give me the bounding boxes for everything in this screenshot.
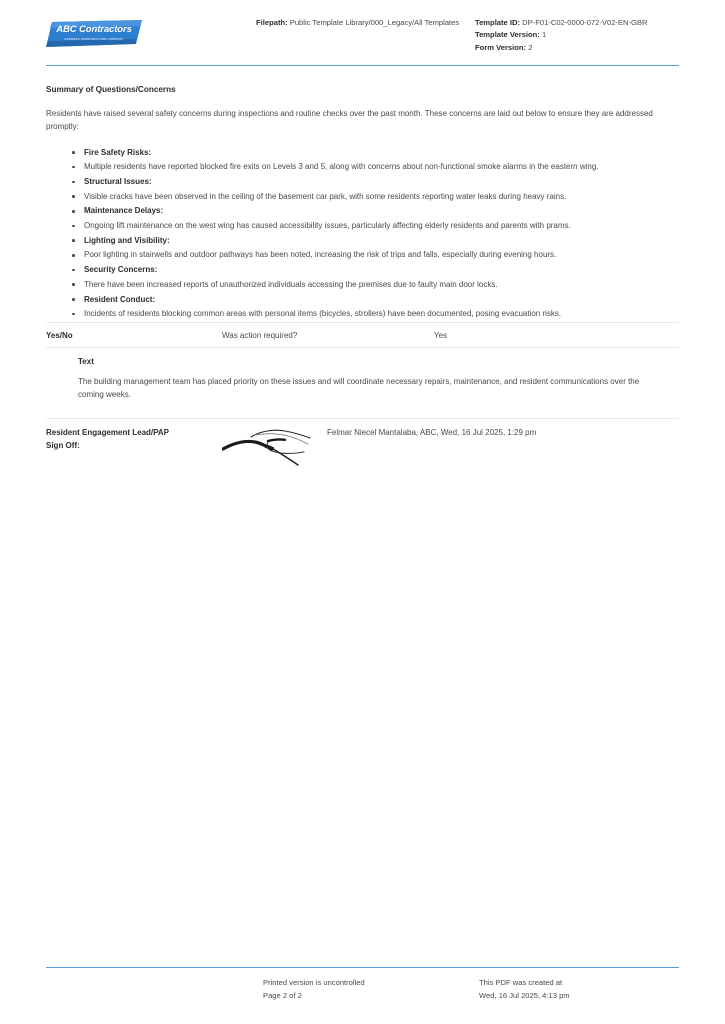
footer-right-block	[479, 977, 679, 1002]
template-id-value: DP-F01-C02-0000-072-V02-EN-GBR	[522, 18, 648, 27]
footer-created-label: This PDF was created at	[479, 978, 563, 988]
template-version-row	[475, 29, 679, 41]
list-item: Structural Issues:	[72, 175, 672, 188]
logo-column	[46, 14, 256, 49]
list-item: There have been increased reports of unauthorized individuals accessing the premises due to faulty main door locks.	[72, 278, 672, 291]
filepath-block	[256, 14, 471, 29]
qa-answer-value: Yes	[434, 330, 448, 340]
signoff-label-line2: Sign Off:	[46, 441, 80, 451]
template-version-label: Template Version:	[475, 30, 540, 40]
question-answer-row	[46, 323, 679, 347]
footer-created-timestamp: Wed, 16 Jul 2025, 4:13 pm	[479, 990, 570, 1000]
document-header	[0, 0, 725, 54]
form-version-row	[475, 42, 679, 54]
signoff-section	[46, 419, 679, 465]
footer-left-block	[263, 977, 479, 1002]
abc-contractors-logo	[46, 20, 142, 49]
list-item: Incidents of residents blocking common areas with personal items (bicycles, strollers) have been documented, posing evacuation risks.	[72, 307, 672, 320]
signoff-label-line1: Resident Engagement Lead/PAP	[46, 428, 169, 438]
footer-uncontrolled-note: Printed version is uncontrolled	[263, 978, 365, 988]
qa-question-text: Was action required?	[222, 330, 298, 340]
signoff-label	[46, 427, 222, 453]
list-item: Lighting and Visibility:	[72, 234, 672, 247]
signature-image	[222, 425, 327, 465]
logo-wordmark: ABC Contractors	[56, 24, 132, 35]
list-item: Visible cracks have been observed in the ceiling of the basement car park, with some residents reporting water leaks during heavy rains.	[72, 190, 672, 203]
header-divider	[46, 65, 679, 66]
filepath-label: Filepath:	[256, 18, 288, 27]
form-version-label: Form Version:	[475, 42, 527, 52]
list-item: Multiple residents have reported blocked fire exits on Levels 3 and 5, along with concerns about non-functional smoke alarms in the eastern wing.	[72, 160, 672, 173]
logo-tagline: EXAMPLE CONSTRUCTION COMPANY	[64, 36, 124, 42]
signoff-meta-text: Felmar Niecel Mantalaba, ABC, Wed, 16 Jul 2025, 1:29 pm	[327, 428, 537, 438]
list-item: Resident Conduct:	[72, 293, 672, 306]
intro-paragraph: Residents have raised several safety concerns during inspections and routine checks over the past month. These concerns are laid out below to ensure they are addressed promptly:	[46, 109, 653, 132]
template-id-row	[475, 17, 679, 29]
footer-page-number: Page 2 of 2	[263, 990, 302, 1000]
qa-type-label: Yes/No	[46, 330, 73, 340]
list-item: Security Concerns:	[72, 263, 672, 276]
text-block-label: Text	[78, 356, 94, 366]
concerns-list	[46, 146, 679, 321]
page-title: Summary of Questions/Concerns	[46, 85, 176, 95]
template-id-label: Template ID:	[475, 18, 521, 27]
template-version-value: 1	[541, 30, 547, 40]
signoff-spacer	[46, 401, 679, 418]
filepath-value: Public Template Library/000_Legacy/All Templates	[289, 18, 460, 27]
handwritten-signature-icon	[222, 425, 327, 467]
document-body	[0, 85, 725, 465]
list-item: Fire Safety Risks:	[72, 146, 672, 159]
document-footer	[0, 967, 725, 1024]
list-item: Ongoing lift maintenance on the west wing has caused accessibility issues, particularly affecting elderly residents and parents with prams.	[72, 219, 672, 232]
template-meta-block	[471, 14, 679, 54]
list-item: Poor lighting in stairwells and outdoor pathways has been noted, increasing the risk of trips and falls, especially during evening hours.	[72, 248, 672, 261]
list-item: Maintenance Delays:	[72, 204, 672, 217]
text-block-body: The building management team has placed priority on these issues and will coordinate necessary repairs, maintenance, and resident communications over the coming weeks.	[78, 376, 640, 400]
form-version-value: 2	[528, 42, 533, 52]
footer-columns	[46, 968, 679, 1024]
